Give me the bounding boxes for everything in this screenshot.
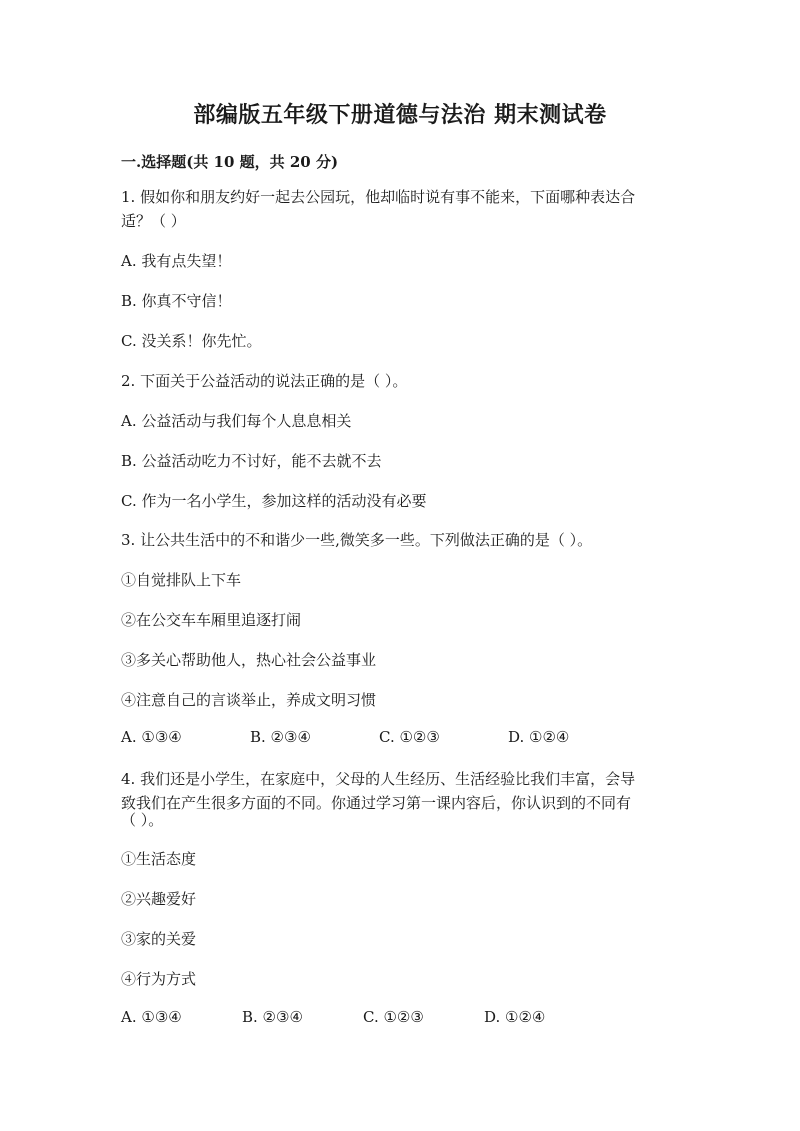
- question-3-item-1: ①自觉排队上下车: [121, 571, 242, 589]
- question-4-option-d: D. ①②④: [484, 1008, 546, 1026]
- question-3-item-4: ④注意自己的言谈举止，养成文明习惯: [121, 691, 377, 709]
- question-3-item-3: ③多关心帮助他人，热心社会公益事业: [121, 651, 377, 669]
- question-3-item-2: ②在公交车车厢里追逐打闹: [121, 611, 302, 629]
- page-title: 部编版五年级下册道德与法治 期末测试卷: [193, 102, 607, 128]
- question-4-option-b: B. ②③④: [242, 1008, 303, 1026]
- question-1-text-line-1: 1. 假如你和朋友约好一起去公园玩，他却临时说有事不能来，下面哪种表达合: [121, 188, 636, 206]
- question-4-item-4: ④行为方式: [121, 970, 197, 988]
- question-2-text: 2. 下面关于公益活动的说法正确的是（ ）。: [121, 372, 408, 390]
- question-4-text-line-1: 4. 我们还是小学生，在家庭中，父母的人生经历、生活经验比我们丰富，会导: [121, 770, 636, 788]
- question-4-item-1: ①生活态度: [121, 850, 197, 868]
- question-1-option-b: B. 你真不守信！: [121, 292, 232, 310]
- question-1-option-a: A. 我有点失望！: [121, 252, 232, 270]
- question-3-text: 3. 让公共生活中的不和谐少一些,微笑多一些。下列做法正确的是（ ）。: [121, 531, 593, 549]
- question-3-option-b: B. ②③④: [250, 728, 311, 746]
- question-3-option-a: A. ①③④: [121, 728, 182, 746]
- question-1-option-c: C. 没关系！你先忙。: [121, 332, 262, 350]
- question-4-option-a: A. ①③④: [121, 1008, 182, 1026]
- section-heading-choice: 一.选择题(共 10 题，共 20 分): [121, 153, 339, 171]
- question-4-text-line-3: （ ）。: [121, 811, 164, 829]
- question-4-item-3: ③家的关爱: [121, 930, 197, 948]
- question-4-option-c: C. ①②③: [363, 1008, 424, 1026]
- question-3-option-c: C. ①②③: [379, 728, 440, 746]
- question-4-item-2: ②兴趣爱好: [121, 890, 197, 908]
- question-4-text-line-2: 致我们在产生很多方面的不同。你通过学习第一课内容后，你认识到的不同有: [121, 794, 632, 812]
- question-2-option-b: B. 公益活动吃力不讨好，能不去就不去: [121, 452, 382, 470]
- question-1-text-line-2: 适？（ ）: [121, 212, 186, 230]
- question-3-option-d: D. ①②④: [508, 728, 570, 746]
- question-2-option-c: C. 作为一名小学生，参加这样的活动没有必要: [121, 492, 427, 510]
- question-2-option-a: A. 公益活动与我们每个人息息相关: [121, 412, 352, 430]
